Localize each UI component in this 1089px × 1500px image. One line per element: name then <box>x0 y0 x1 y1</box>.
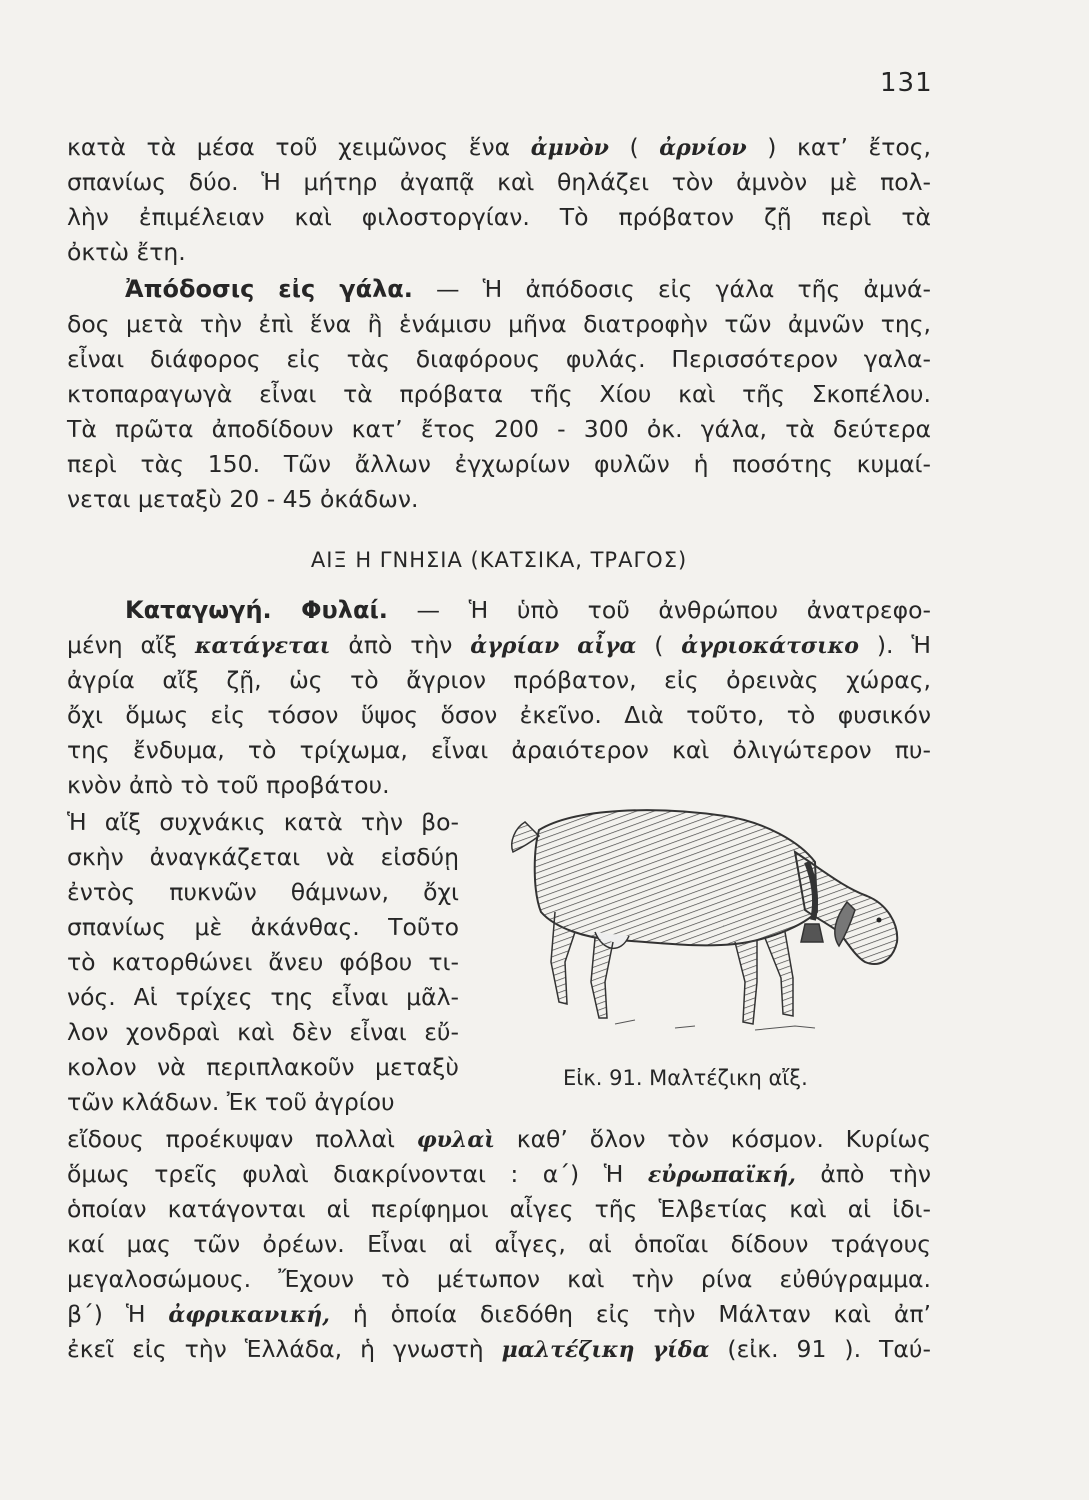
emphasis-term: ἀμνὸν <box>530 135 609 161</box>
emphasis-term: φυλαὶ <box>416 1127 495 1153</box>
text-line: ἐκεῖ εἰς τὴν Ἑλλάδα, ἡ γνωστὴ μαλτέζικη γίδα (εἰκ. 91 ). Ταύ- <box>67 1335 931 1363</box>
text-line: μεγαλοσώμους. Ἔχουν τὸ μέτωπον καὶ τὴν ρίνα εὐθύγραμμα. <box>67 1265 931 1293</box>
paragraph-heading: Ἀπόδοσις εἰς γάλα. <box>125 275 413 303</box>
text-line: σκὴν ἀναγκάζεται νὰ εἰσδύῃ <box>67 843 459 871</box>
emphasis-term: ἀγρίαν αἶγα <box>470 633 637 659</box>
text-line: β΄) Ἡ ἀφρικανική, ἡ ὁποία διεδόθη εἰς τὴν Μάλταν καὶ ἀπ’ <box>67 1300 931 1328</box>
text-line: ὄχι ὅμως εἰς τόσον ὕψος ὅσον ἐκεῖνο. Διὰ τοῦτο, τὸ φυσικόν <box>67 701 931 729</box>
text-line: Ἡ αἴξ συχνάκις κατὰ τὴν βο- <box>67 808 459 836</box>
emphasis-term: κατάγεται <box>195 633 331 659</box>
text-line: σπανίως δύο. Ἡ μήτηρ ἀγαπᾷ καὶ θηλάζει τὸν ἀμνὸν μὲ πολ- <box>67 168 931 196</box>
text-line: κολον νὰ περιπλακοῦν μεταξὺ <box>67 1053 459 1081</box>
text-line: νός. Αἱ τρίχες της εἶναι μᾶλ- <box>67 983 459 1011</box>
text-line: καί μας τῶν ὀρέων. Εἶναι αἱ αἶγες, αἱ ὁποῖαι δίδουν τράγους <box>67 1230 931 1258</box>
text-line: λὴν ἐπιμέλειαν καὶ φιλοστοργίαν. Τὸ πρόβατον ζῇ περὶ τὰ <box>67 203 931 231</box>
page-number: 131 <box>880 68 933 98</box>
text-line: κατὰ τὰ μέσα τοῦ χειμῶνος ἕνα ἀμνὸν ( ἀρνίον ) κατ’ ἔτος, <box>67 133 932 161</box>
goat-illustration <box>495 792 915 1072</box>
text-line: τὸ κατορθώνει ἄνευ φόβου τι- <box>67 948 459 976</box>
paragraph-heading: Καταγωγή. Φυλαί. <box>125 596 388 624</box>
text-line: Ἀπόδοσις εἰς γάλα. — Ἡ ἀπόδοσις εἰς γάλα τῆς ἀμνά- <box>125 275 931 303</box>
emphasis-term: ἀγριοκάτσικο <box>681 633 859 659</box>
text-line: μένη αἴξ κατάγεται ἀπὸ τὴν ἀγρίαν αἶγα ( ἀγριοκάτσικο ). Ἡ <box>67 631 931 659</box>
text-line: περὶ τὰς 150. Τῶν ἄλλων ἐγχωρίων φυλῶν ἡ ποσότης κυμαί- <box>67 450 931 478</box>
text-line: σπανίως μὲ ἀκάνθας. Τοῦτο <box>67 913 459 941</box>
text-line: ἀγρία αἴξ ζῇ, ὡς τὸ ἄγριον πρόβατον, εἰς ὀρεινὰς χώρας, <box>67 666 931 694</box>
text-line: Καταγωγή. Φυλαί. — Ἡ ὑπὸ τοῦ ἀνθρώπου ἀνατρεφο- <box>125 596 931 624</box>
emphasis-term: εὐρωπαϊκή, <box>647 1162 796 1188</box>
emphasis-term: μαλτέζικη γίδα <box>501 1337 710 1363</box>
figure-caption: Εἰκ. 91. Μαλτέζικη αἴξ. <box>563 1066 808 1090</box>
text-line: κνὸν ἀπὸ τὸ τοῦ προβάτου. <box>67 771 390 799</box>
section-title: ΑΙΞ Η ΓΝΗΣΙΑ (ΚΑΤΣΙΚΑ, ΤΡΑΓΟΣ) <box>310 548 688 572</box>
emphasis-term: ἀρνίον <box>659 135 747 161</box>
text-line: δος μετὰ τὴν ἐπὶ ἕνα ἢ ἑνάμισυ μῆνα διατροφὴν τῶν ἀμνῶν της, <box>67 310 931 338</box>
text-line: λον χονδραὶ καὶ δὲν εἶναι εὔ- <box>67 1018 459 1046</box>
text-line: ὁποίαν κατάγονται αἱ περίφημοι αἶγες τῆς Ἑλβετίας καὶ αἱ ἰδι- <box>67 1195 931 1223</box>
text-line: κτοπαραγωγὰ εἶναι τὰ πρόβατα τῆς Χίου καὶ τῆς Σκοπέλου. <box>67 380 931 408</box>
text-line: εἴδους προέκυψαν πολλαὶ φυλαὶ καθ’ ὅλον τὸν κόσμον. Κυρίως <box>67 1125 931 1153</box>
text-line: τῶν κλάδων. Ἐκ τοῦ ἀγρίου <box>67 1088 395 1116</box>
text-line: ἐντὸς πυκνῶν θάμνων, ὄχι <box>67 878 459 906</box>
text-line: εἶναι διάφορος εἰς τὰς διαφόρους φυλάς. Περισσότερον γαλα- <box>67 345 931 373</box>
text-line: ὅμως τρεῖς φυλαὶ διακρίνονται : α΄) Ἡ εὐρωπαϊκή, ἀπὸ τὴν <box>67 1160 931 1188</box>
text-line: ὀκτὼ ἔτη. <box>67 238 186 266</box>
emphasis-term: ἀφρικανική, <box>168 1302 330 1328</box>
text-line: Τὰ πρῶτα ἀποδίδουν κατ’ ἔτος 200 - 300 ὀκ. γάλα, τὰ δεύτερα <box>67 415 931 443</box>
text-line: νεται μεταξὺ 20 - 45 ὀκάδων. <box>67 485 419 513</box>
text-line: της ἔνδυμα, τὸ τρίχωμα, εἶναι ἀραιότερον καὶ ὀλιγώτερον πυ- <box>67 736 931 764</box>
